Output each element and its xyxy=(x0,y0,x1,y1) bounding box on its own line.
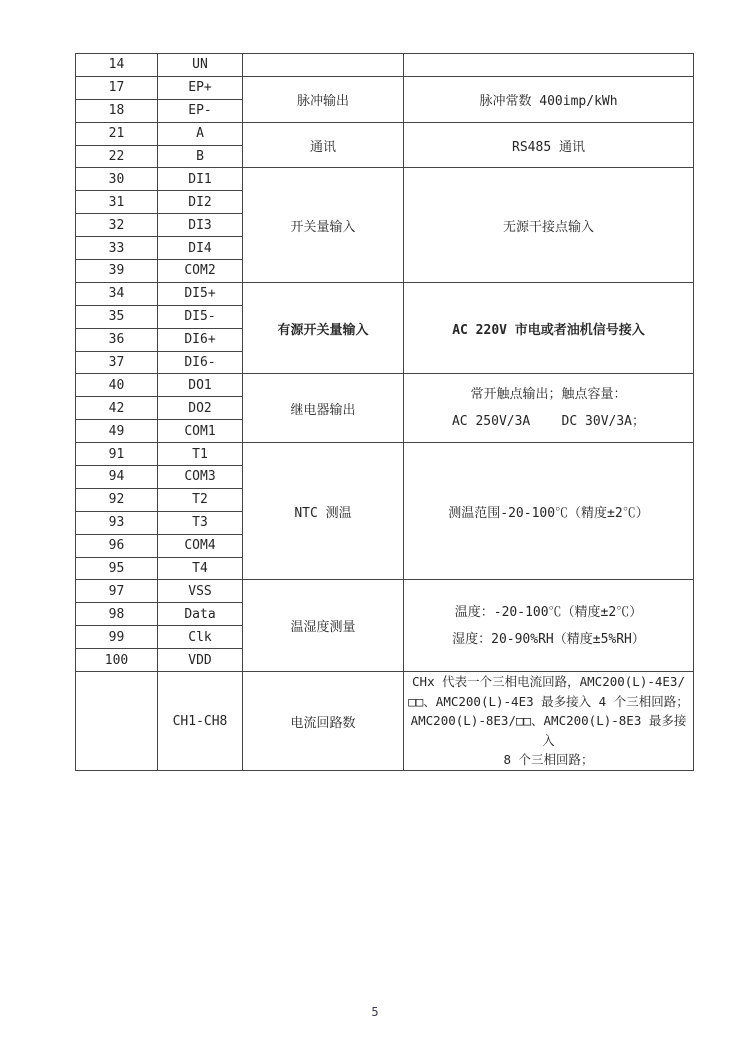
terminal-label-cell: UN xyxy=(158,54,243,77)
description-cell: AC 220V 市电或者油机信号接入 xyxy=(404,282,694,374)
table-row xyxy=(76,122,694,145)
terminal-number-cell: 49 xyxy=(76,420,158,443)
table-row xyxy=(76,672,694,771)
description-cell: RS485 通讯 xyxy=(404,122,694,168)
terminal-number-cell: 40 xyxy=(76,374,158,397)
description-line: CHx 代表一个三相电流回路，AMC200(L)-4E3/ xyxy=(412,674,685,690)
terminal-number-cell: 37 xyxy=(76,351,158,374)
terminal-label-cell: DI5+ xyxy=(158,282,243,305)
terminal-label-cell: T2 xyxy=(158,488,243,511)
terminal-number-cell: 18 xyxy=(76,99,158,122)
function-cell: 通讯 xyxy=(243,122,404,168)
terminal-number-cell xyxy=(76,672,158,771)
table-row xyxy=(76,580,694,603)
terminal-label-cell: DI2 xyxy=(158,191,243,214)
description-line: 温度：-20-100℃（精度±2℃） xyxy=(454,604,643,620)
terminal-number-cell: 99 xyxy=(76,626,158,649)
description-line: 常开触点输出；触点容量： xyxy=(470,387,627,403)
function-cell: 温湿度测量 xyxy=(243,580,404,672)
terminal-label-cell: VDD xyxy=(158,649,243,672)
table-row xyxy=(76,54,694,77)
terminal-label-cell: DI1 xyxy=(158,168,243,191)
description-line: AC 250V/3A DC 30V/3A； xyxy=(451,414,645,430)
description-cell: 测温范围-20-100℃（精度±2℃） xyxy=(404,443,694,580)
terminal-number-cell: 22 xyxy=(76,145,158,168)
function-cell xyxy=(243,54,404,77)
table-row xyxy=(76,374,694,397)
terminal-number-cell: 30 xyxy=(76,168,158,191)
terminal-number-cell: 33 xyxy=(76,237,158,260)
description-cell: 脉冲常数 400imp/kWh xyxy=(404,76,694,122)
terminal-number-cell: 34 xyxy=(76,282,158,305)
description-cell xyxy=(404,672,694,771)
terminal-number-cell: 93 xyxy=(76,511,158,534)
terminal-number-cell: 97 xyxy=(76,580,158,603)
terminal-number-cell: 95 xyxy=(76,557,158,580)
table-row xyxy=(76,76,694,99)
terminal-label-cell: EP- xyxy=(158,99,243,122)
terminal-label-cell: DI6- xyxy=(158,351,243,374)
description-cell: 无源干接点输入 xyxy=(404,168,694,282)
description-cell xyxy=(404,54,694,77)
table-row xyxy=(76,282,694,305)
function-cell: 电流回路数 xyxy=(243,672,404,771)
description-line: 8 个三相回路； xyxy=(503,752,594,768)
terminal-number-cell: 17 xyxy=(76,76,158,99)
terminal-number-cell: 42 xyxy=(76,397,158,420)
terminal-label-cell: T3 xyxy=(158,511,243,534)
terminal-label-cell: DI4 xyxy=(158,237,243,260)
description-line: 湿度：20-90%RH（精度±5%RH） xyxy=(452,631,645,647)
terminal-number-cell: 100 xyxy=(76,649,158,672)
terminal-number-cell: 21 xyxy=(76,122,158,145)
terminal-label-cell: CH1-CH8 xyxy=(158,672,243,771)
table-row xyxy=(76,168,694,191)
terminal-label-cell: DI3 xyxy=(158,214,243,237)
table-row xyxy=(76,443,694,466)
terminal-label-cell: Clk xyxy=(158,626,243,649)
terminal-label-cell: B xyxy=(158,145,243,168)
terminal-number-cell: 94 xyxy=(76,466,158,489)
page-number: 5 xyxy=(371,1005,379,1019)
function-cell: 开关量输入 xyxy=(243,168,404,282)
function-cell: 脉冲输出 xyxy=(243,76,404,122)
terminal-label-cell: COM4 xyxy=(158,534,243,557)
terminal-number-cell: 96 xyxy=(76,534,158,557)
terminal-label-cell: COM1 xyxy=(158,420,243,443)
terminal-label-cell: DI5- xyxy=(158,305,243,328)
terminal-number-cell: 91 xyxy=(76,443,158,466)
terminal-label-cell: DI6+ xyxy=(158,328,243,351)
terminal-number-cell: 35 xyxy=(76,305,158,328)
terminal-number-cell: 14 xyxy=(76,54,158,77)
terminal-label-cell: T4 xyxy=(158,557,243,580)
terminal-label-cell: COM2 xyxy=(158,260,243,283)
function-cell: 继电器输出 xyxy=(243,374,404,443)
description-line: □□、AMC200(L)-4E3 最多接入 4 个三相回路； xyxy=(408,693,689,709)
terminal-label-cell: COM3 xyxy=(158,466,243,489)
terminal-number-cell: 98 xyxy=(76,603,158,626)
terminal-label-cell: Data xyxy=(158,603,243,626)
function-cell: 有源开关量输入 xyxy=(243,282,404,374)
terminal-label-cell: VSS xyxy=(158,580,243,603)
terminal-label-cell: A xyxy=(158,122,243,145)
function-cell: NTC 测温 xyxy=(243,443,404,580)
terminal-label-cell: DO1 xyxy=(158,374,243,397)
terminal-label-cell: DO2 xyxy=(158,397,243,420)
terminal-function-table xyxy=(75,53,694,771)
terminal-label-cell: EP+ xyxy=(158,76,243,99)
description-cell xyxy=(404,374,694,443)
terminal-number-cell: 36 xyxy=(76,328,158,351)
terminal-number-cell: 31 xyxy=(76,191,158,214)
terminal-label-cell: T1 xyxy=(158,443,243,466)
terminal-number-cell: 92 xyxy=(76,488,158,511)
terminal-number-cell: 32 xyxy=(76,214,158,237)
description-line: AMC200(L)-8E3/□□、AMC200(L)-8E3 最多接入 xyxy=(410,713,687,748)
terminal-number-cell: 39 xyxy=(76,260,158,283)
description-cell xyxy=(404,580,694,672)
